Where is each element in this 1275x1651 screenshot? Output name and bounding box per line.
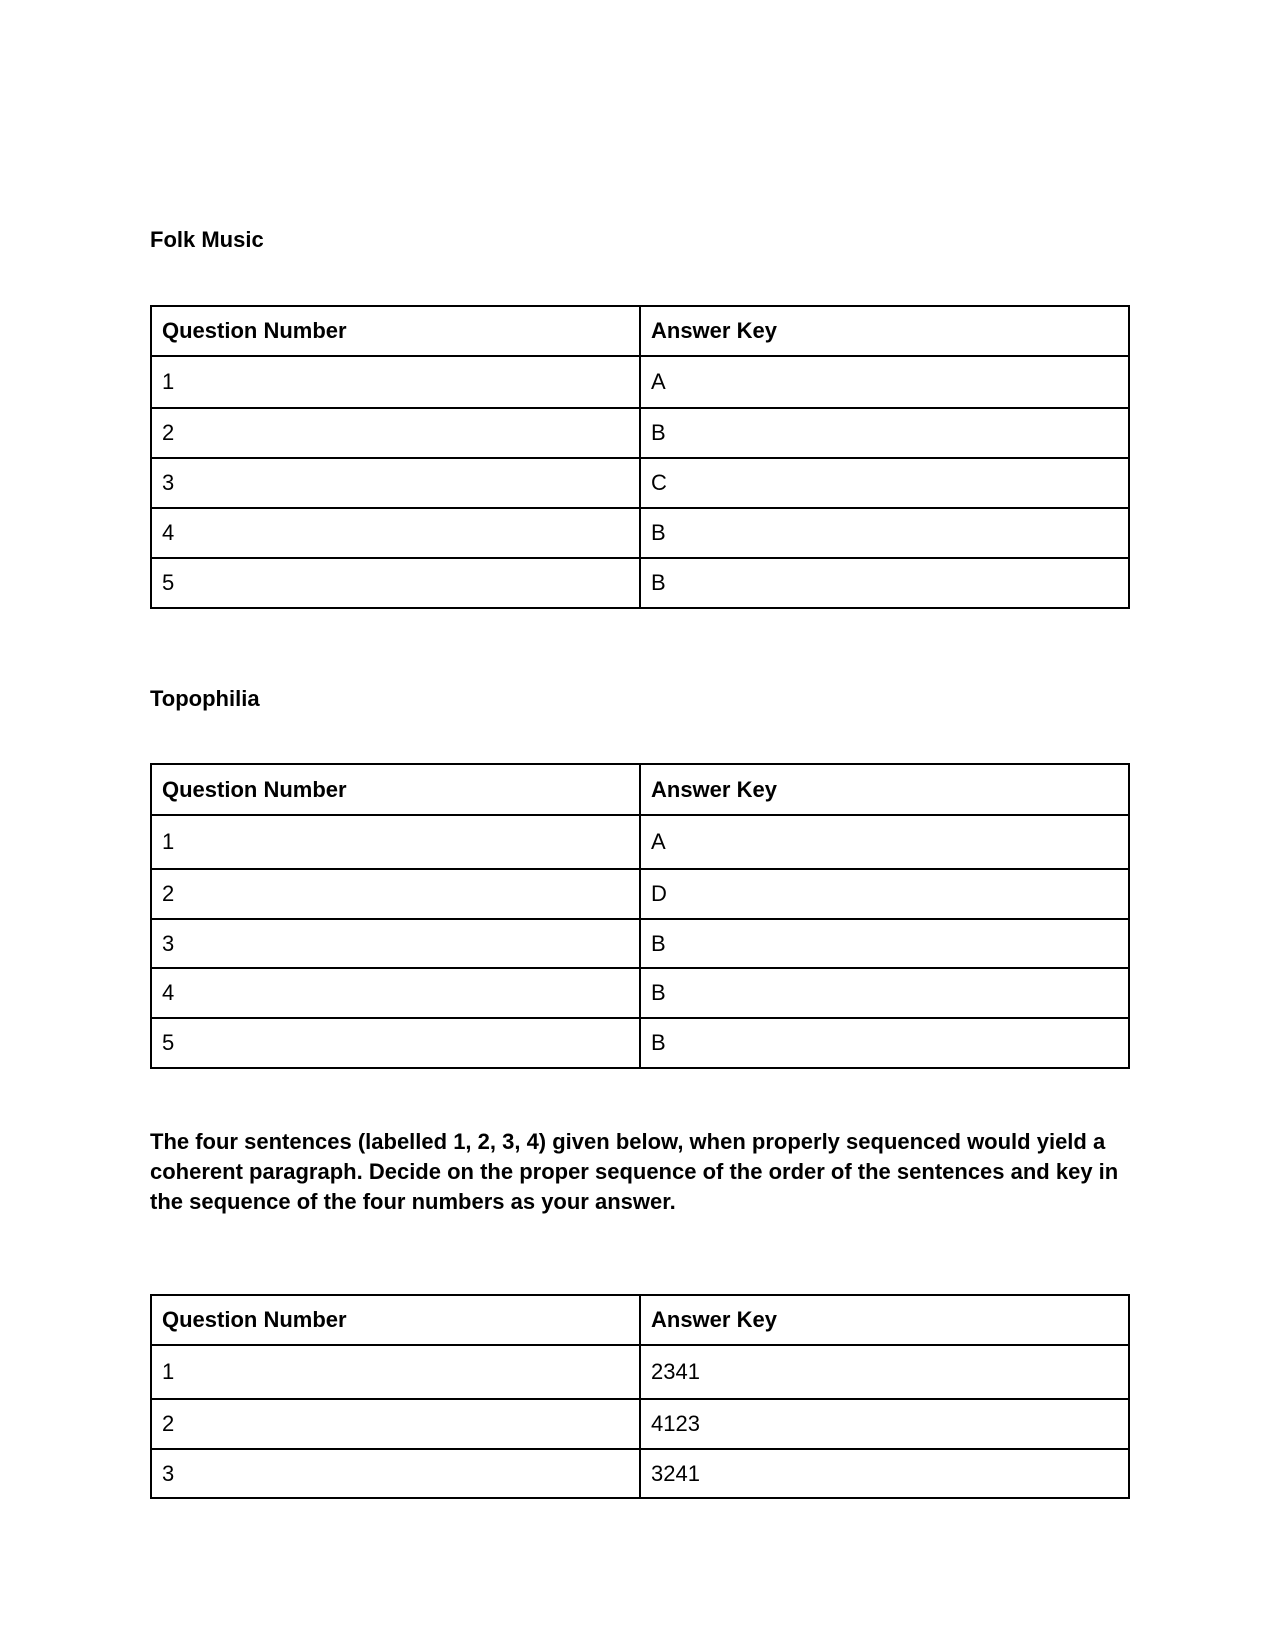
answer-key-cell: C	[640, 458, 1129, 508]
table-row	[151, 869, 1129, 919]
table-row	[151, 919, 1129, 968]
answer-key-cell: B	[640, 1018, 1129, 1068]
question-number-cell: 4	[151, 508, 640, 558]
table-row	[151, 968, 1129, 1018]
question-number-cell: 1	[151, 1345, 640, 1399]
question-number-cell: 5	[151, 558, 640, 608]
column-header-question-number: Question Number	[151, 1295, 640, 1345]
table-header-row	[151, 1295, 1129, 1345]
question-number-cell: 3	[151, 919, 640, 968]
question-number-cell: 1	[151, 815, 640, 869]
column-header-question-number: Question Number	[151, 764, 640, 815]
answer-key-cell: B	[640, 408, 1129, 458]
table-header-row	[151, 764, 1129, 815]
answer-key-cell: B	[640, 968, 1129, 1018]
answer-table-sequencing	[150, 1294, 1130, 1499]
table-header-row	[151, 306, 1129, 356]
question-number-cell: 2	[151, 869, 640, 919]
question-number-cell: 1	[151, 356, 640, 408]
table-row	[151, 508, 1129, 558]
instruction-paragraph: The four sentences (labelled 1, 2, 3, 4) given below, when properly sequenced would yield a coherent paragraph. Decide on the proper sequence of the order of the sentences and key in the sequence of the four numbers as your answer.	[150, 1129, 1119, 1214]
table-row	[151, 1399, 1129, 1449]
table-row	[151, 815, 1129, 869]
answer-key-cell: A	[640, 815, 1129, 869]
answer-key-cell: B	[640, 558, 1129, 608]
column-header-answer-key: Answer Key	[640, 306, 1129, 356]
answer-key-cell: A	[640, 356, 1129, 408]
answer-table-folk-music	[150, 305, 1130, 609]
column-header-question-number: Question Number	[151, 306, 640, 356]
question-number-cell: 5	[151, 1018, 640, 1068]
question-number-cell: 3	[151, 458, 640, 508]
answer-key-cell: B	[640, 919, 1129, 968]
table-row	[151, 408, 1129, 458]
table-row	[151, 558, 1129, 608]
answer-key-cell: 4123	[640, 1399, 1129, 1449]
table-row	[151, 1449, 1129, 1498]
question-number-cell: 2	[151, 1399, 640, 1449]
section-title-folk-music: Folk Music	[150, 227, 264, 252]
question-number-cell: 4	[151, 968, 640, 1018]
question-number-cell: 3	[151, 1449, 640, 1498]
column-header-answer-key: Answer Key	[640, 764, 1129, 815]
table-row	[151, 1345, 1129, 1399]
answer-key-cell: 2341	[640, 1345, 1129, 1399]
table-row	[151, 458, 1129, 508]
answer-key-cell: 3241	[640, 1449, 1129, 1498]
section-title-topophilia: Topophilia	[150, 686, 260, 711]
table-row	[151, 356, 1129, 408]
answer-key-cell: D	[640, 869, 1129, 919]
table-row	[151, 1018, 1129, 1068]
question-number-cell: 2	[151, 408, 640, 458]
answer-table-topophilia	[150, 763, 1130, 1069]
column-header-answer-key: Answer Key	[640, 1295, 1129, 1345]
answer-key-cell: B	[640, 508, 1129, 558]
